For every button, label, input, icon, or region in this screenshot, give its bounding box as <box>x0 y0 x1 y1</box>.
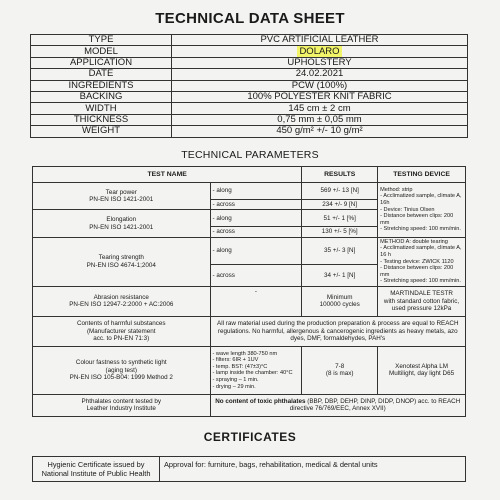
table-row <box>33 237 466 264</box>
result-value: 130 +/- 5 [%] <box>302 227 378 237</box>
table-row <box>31 114 468 125</box>
table-row <box>31 69 468 80</box>
direction-label: - across <box>210 264 302 286</box>
direction-label: - along <box>210 237 302 264</box>
test-name: Elongation PN-EN ISO 1421-2001 <box>33 210 211 237</box>
parameters-table <box>32 166 466 417</box>
testing-device: MARTINDALE TESTR with standard cotton fabric, used pressure 12kPa <box>378 286 466 316</box>
field-value: 145 cm ± 2 cm <box>172 103 468 114</box>
table-row <box>33 316 466 346</box>
direction-label: - along <box>210 183 302 200</box>
table-row <box>31 126 468 137</box>
highlighted-model: DOLARO <box>299 45 340 57</box>
table-row <box>31 46 468 57</box>
table-row <box>33 457 466 482</box>
result-value: 34 +/- 1 [N] <box>302 264 378 286</box>
certificate-issuer: Hygienic Certificate issued by National Institute of Public Health <box>33 457 160 482</box>
field-label: INGREDIENTS <box>31 80 172 91</box>
test-name: Tearing strength PN-EN ISO 4674-1;2004 <box>33 237 211 286</box>
direction-label: - across <box>210 200 302 210</box>
field-value: 24.02.2021 <box>172 69 468 80</box>
table-row <box>31 57 468 68</box>
result-value: 35 +/- 3 [N] <box>302 237 378 264</box>
column-header: TEST NAME <box>33 167 302 183</box>
field-label: WIDTH <box>31 103 172 114</box>
field-label: TYPE <box>31 35 172 46</box>
field-label: BACKING <box>31 91 172 102</box>
testing-device: Method: strip - Acclimatized sample, climate A, 16h - Device: Tinius Olsen - Distance between clips: 200 mm - Stretching speed: 100 mm/min. <box>378 183 466 238</box>
test-name: Colour fastness to synthetic light (aging test) PN-EN ISO 105-B04: 1999 Method 2 <box>33 346 211 394</box>
table-row <box>31 91 468 102</box>
result-value: 234 +/- 9 [N] <box>302 200 378 210</box>
field-label: WEIGHT <box>31 126 172 137</box>
field-value: 450 g/m² +/- 10 g/m² <box>172 126 468 137</box>
field-label: MODEL <box>31 46 172 57</box>
result-value: 51 +/- 1 [%] <box>302 210 378 227</box>
table-row <box>33 346 466 394</box>
test-name: Phthalates content tested by Leather Industry Institute <box>33 394 211 416</box>
result-rest-text: (BBP, DBP, DEHP, DINP, DIDP, DNOP) acc. to REACH directive 76/769/EEC, Annex XVII) <box>289 398 461 413</box>
page-title: TECHNICAL DATA SHEET <box>155 10 345 27</box>
result-text: All raw material used during the production preparation & process are equal to REACH regulations. No harmful, allergenous & cancerogenic ingredients as heavy metals, azo dyes, DMF, formaldehydes, PAH's <box>210 316 465 346</box>
table-row <box>31 35 468 46</box>
test-name: Abrasion resistance PN-EN ISO 12947-2:2000 + AC:2006 <box>33 286 211 316</box>
result-bold-text: No content of toxic phthalates <box>215 398 306 406</box>
parameters-heading: TECHNICAL PARAMETERS <box>181 149 319 161</box>
field-value: PVC ARTIFICIAL LEATHER <box>172 35 468 46</box>
result-value: 569 +/- 13 [N] <box>302 183 378 200</box>
field-value: UPHOLSTERY <box>172 57 468 68</box>
direction-label: - along <box>210 210 302 227</box>
testing-device: Xenotest Alpha LM Multilight, day light D65 <box>378 346 466 394</box>
field-value: 100% POLYESTER KNIT FABRIC <box>172 91 468 102</box>
result-placeholder: - <box>210 286 302 316</box>
result-value: 7-8 (8 is max) <box>302 346 378 394</box>
direction-label: - across <box>210 227 302 237</box>
field-label: THICKNESS <box>31 114 172 125</box>
field-value: 0,75 mm ± 0,05 mm <box>172 114 468 125</box>
table-row <box>31 80 468 91</box>
certificate-approval: Approval for: furniture, bags, rehabilitation, medical & dental units <box>160 457 466 482</box>
result-value: Minimum 100000 cycles <box>302 286 378 316</box>
test-conditions: - wave length 380-750 nm - filters: 6IR + 1UV - temp. BST: (47±3)°C - lamp inside the chamber: 40°C - spraying – 1 min. - drying – 29 min. <box>210 346 302 394</box>
certificates-heading: CERTIFICATES <box>203 430 297 444</box>
testing-device: METHOD A: double tearing - Acclimatized sample, climate A, 16 h - Testing device: ZWICK 1120 - Distance between clips: 200 mm - Stretching speed: 100 mm/min. <box>378 237 466 286</box>
column-header: TESTING DEVICE <box>378 167 466 183</box>
test-name: Contents of harmful substances (Manufacturer statement acc. to PN-EN 71:3) <box>33 316 211 346</box>
column-header: RESULTS <box>302 167 378 183</box>
table-row <box>33 394 466 416</box>
table-row <box>33 183 466 200</box>
field-label: APPLICATION <box>31 57 172 68</box>
field-value: PCW (100%) <box>172 80 468 91</box>
result-text <box>210 394 465 416</box>
table-row <box>33 286 466 316</box>
table-row <box>31 103 468 114</box>
general-info-table <box>30 34 468 138</box>
table-header-row <box>33 167 466 183</box>
field-label: DATE <box>31 69 172 80</box>
certificates-table <box>32 456 466 482</box>
test-name: Tear power PN-EN ISO 1421-2001 <box>33 183 211 210</box>
field-value <box>172 46 468 57</box>
